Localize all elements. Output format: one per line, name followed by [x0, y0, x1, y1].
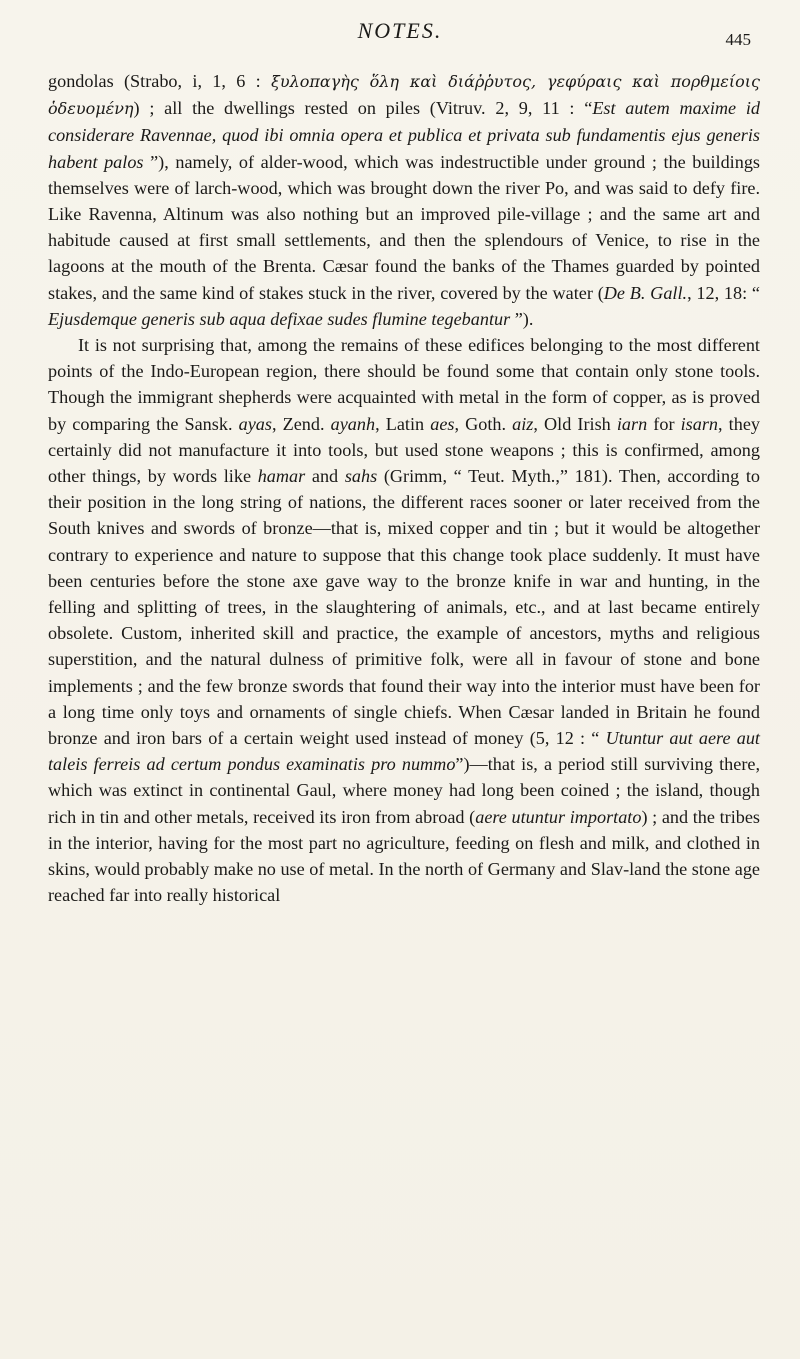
text-segment: Ejusdemque generis sub aqua defixae sudes flumine tegebantur: [48, 308, 511, 329]
text-segment: for: [647, 413, 681, 434]
text-segment: (Grimm, “ Teut. Myth.,” 181). Then, according to their position in the long string of nations, the different races sooner or later received from the South knives and swords of bronze—that is, mixed copper and tin ; but it would be altogether contrary to experience and nature to suppose that this change took place suddenly. It must have been centuries before the stone axe gave way to the bronze knife in war and hunting, in the felling and splitting of trees, in the slaughtering of animals, etc., and at last became entirely obsolete. Custom, inherited skill and practice, the example of ancestors, myths and religious superstition, and the natural dulness of primitive folk, were all in favour of stone and bone implements ; and the few bronze swords that found their way into the interior must have been for a long time only toys and ornaments of single chiefs. When Cæsar landed in Britain he found bronze and iron bars of a certain weight used instead of money (5, 12 : “: [48, 466, 760, 749]
text-segment: Est autem maxime id considerare Ravennae, quod ibi omnia opera et publica et privata sub fundamentis ejus generis habent palos: [48, 98, 760, 172]
text-segment: De B. Gall.: [603, 282, 688, 303]
text-segment: hamar: [257, 466, 306, 487]
text-segment: ) ; all the dwellings rested on piles (Vitruv. 2, 9, 11 : “: [133, 98, 593, 119]
paragraph-2: [48, 332, 760, 908]
text-segment: Utuntur aut aere aut taleis ferreis ad certum pondus examinatis pro nummo: [48, 728, 760, 775]
text-segment: aiz: [512, 413, 534, 434]
page-number: 445: [725, 30, 751, 49]
text-segment: , they certainly did not manufacture it into tools, but used stone weapons ; this is confirmed, among other things, by words like: [48, 413, 760, 487]
text-segment: ”).: [510, 308, 534, 329]
text-segment: ”)—that is, a period still surviving there, which was extinct in continental Gaul, where money had long been coined ; the island, though rich in tin and other metals, received its iron from abroad (: [48, 754, 760, 827]
text-segment: aere utuntur importato: [475, 806, 642, 827]
text-segment: ) ; and the tribes in the interior, having for the most part no agriculture, feeding on flesh and milk, and clothed in skins, would probably make no use of metal. In the north of Germany and Slav-land the stone age reached far into really historical: [48, 806, 760, 906]
running-head: NOTES.: [357, 18, 443, 43]
paragraph-1: [48, 68, 760, 332]
text-segment: and: [305, 466, 345, 487]
text-segment: , Latin: [375, 413, 431, 434]
text-segment: , Old Irish: [533, 413, 617, 434]
text-segment: , Zend.: [271, 413, 331, 434]
text-segment: iarn: [616, 413, 648, 434]
text-segment: , Goth.: [454, 413, 513, 434]
page-header: [0, 18, 800, 58]
text-segment: , 12, 18: “: [687, 282, 761, 303]
text-segment: gondolas (Strabo, i, 1, 6 :: [48, 71, 272, 91]
body-text: [48, 68, 760, 909]
text-segment: sahs: [344, 466, 378, 487]
text-segment: aes: [430, 413, 455, 434]
text-segment: isarn: [680, 413, 719, 434]
text-segment: ayas: [238, 413, 272, 434]
text-segment: ayanh: [330, 413, 376, 434]
text-segment: ”), namely, of alder-wood, which was indestructible under ground ; the buildings themselves were of larch-wood, which was brought down the river Po, and was said to defy fire. Like Ravenna, Altinum was also nothing but an improved pile-village ; and the same art and habitude caused at first small settlements, and then the splendours of Venice, to rise in the lagoons at the mouth of the Brenta. Cæsar found the banks of the Thames guarded by pointed stakes, and the same kind of stakes stuck in the river, covered by the water (: [48, 151, 760, 303]
text-segment: ξυλοπαγὴς ὅλη καὶ διάῤῥυτος, γεφύραις καὶ πορθμείοις ὁδευομένη: [48, 72, 760, 119]
text-segment: It is not surprising that, among the remains of these edifices belonging to the most different points of the Indo-European region, there should be found some that contain only stone tools. Though the immigrant shepherds were acquainted with metal in the form of copper, as is proved by comparing the Sansk.: [48, 335, 760, 434]
